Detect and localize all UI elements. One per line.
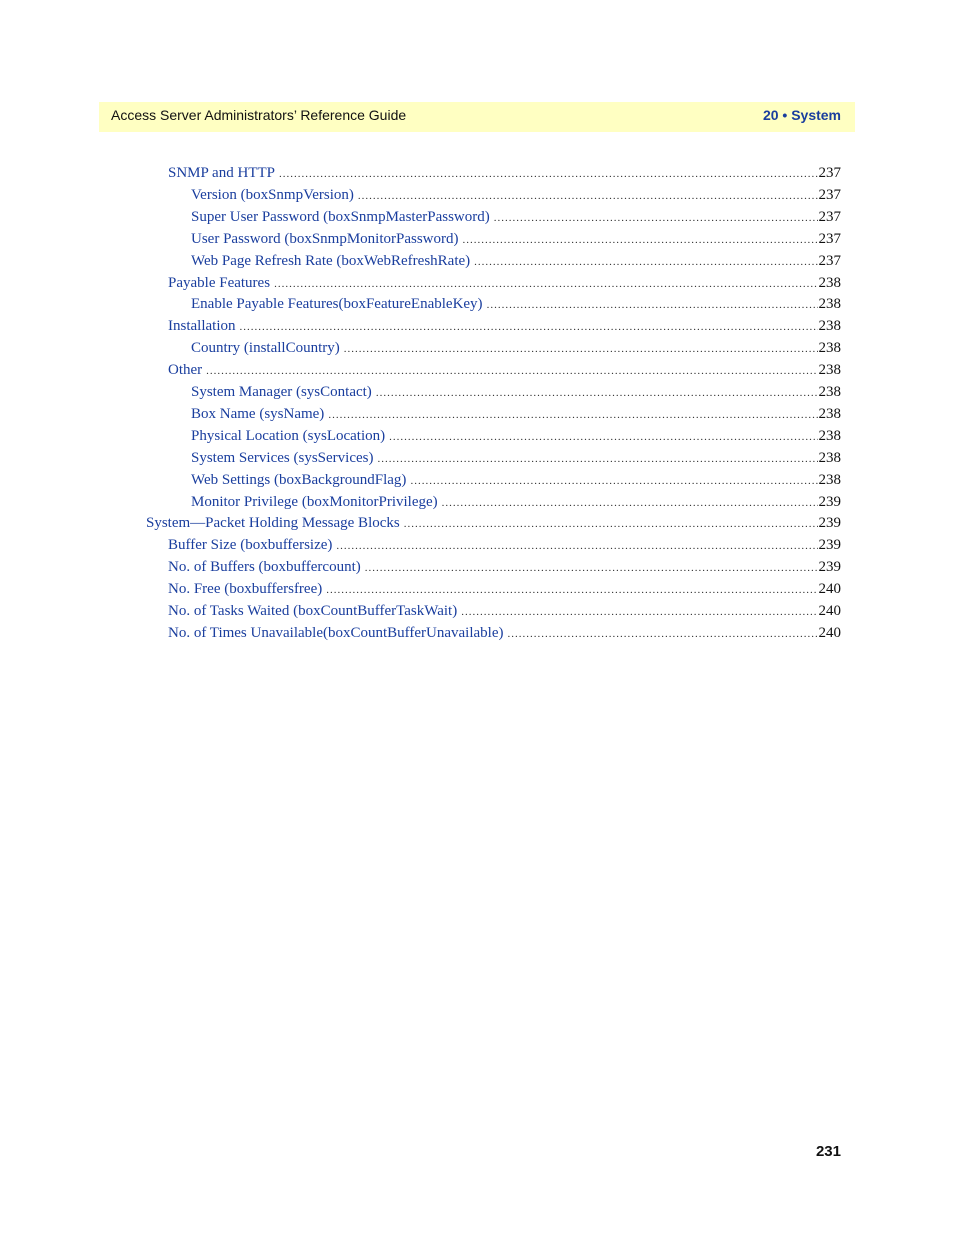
toc-entry[interactable] <box>168 315 841 337</box>
dot-leader <box>326 579 817 601</box>
toc-entry-page: 240 <box>818 581 841 598</box>
toc-entry-title: No. of Tasks Waited (boxCountBufferTaskWait) <box>168 603 458 619</box>
toc-entry[interactable] <box>191 184 841 206</box>
toc-entry-page: 238 <box>818 318 841 335</box>
dot-leader <box>206 360 817 382</box>
dot-leader <box>240 316 818 338</box>
toc-entry-page: 239 <box>818 493 841 510</box>
toc-entry-title: Other <box>168 362 203 379</box>
toc-entry-page: 239 <box>818 559 841 576</box>
toc-entry-title: No. of Times Unavailable(boxCountBufferUnavailable) <box>168 624 504 641</box>
toc-entry[interactable] <box>191 228 841 250</box>
dot-leader <box>494 207 818 229</box>
toc-entry[interactable] <box>191 447 841 469</box>
toc-entry-title: Monitor Privilege (boxMonitorPrivilege) <box>191 493 438 510</box>
toc-entry-title: Web Settings (boxBackgroundFlag) <box>191 471 407 488</box>
toc-entry[interactable] <box>168 534 841 556</box>
dot-leader <box>487 294 818 316</box>
toc-entry-page: 240 <box>818 603 841 619</box>
dot-leader <box>404 513 818 535</box>
dot-leader <box>508 623 818 645</box>
toc-entry-title: User Password (boxSnmpMonitorPassword) <box>191 230 459 247</box>
toc-entry[interactable] <box>168 556 841 578</box>
toc-entry-page: 237 <box>818 252 841 269</box>
toc-entry-page: 237 <box>818 208 841 225</box>
toc-entry[interactable] <box>168 162 841 184</box>
dot-leader <box>328 404 817 426</box>
toc-entry-title: Country (installCountry) <box>191 340 340 357</box>
toc-entry-page: 238 <box>818 362 841 379</box>
toc-entry-title: No. Free (boxbuffersfree) <box>168 581 323 598</box>
dot-leader <box>442 492 818 514</box>
toc-entry-page: 238 <box>818 384 841 400</box>
toc-entry-page: 238 <box>818 471 841 488</box>
toc-entry[interactable] <box>191 381 841 403</box>
toc-entry[interactable] <box>191 293 841 315</box>
dot-leader <box>376 382 818 404</box>
guide-title: Access Server Administrators’ Reference Guide <box>111 107 407 123</box>
toc-entry-title: Installation <box>168 318 236 335</box>
toc-entry[interactable] <box>191 425 841 447</box>
toc-entry-page: 240 <box>818 624 841 641</box>
toc-entry-title: No. of Buffers (boxbuffercount) <box>168 559 361 576</box>
running-header <box>99 102 855 132</box>
dot-leader <box>461 601 817 623</box>
toc-entry-title: Enable Payable Features(boxFeatureEnableKey) <box>191 296 483 313</box>
toc-entry[interactable] <box>191 337 841 359</box>
toc-entry-title: Payable Features <box>168 274 271 291</box>
toc-entry[interactable] <box>168 359 841 381</box>
dot-leader <box>344 338 818 360</box>
toc-entry-title: Web Page Refresh Rate (boxWebRefreshRate) <box>191 252 471 269</box>
dot-leader <box>410 470 817 492</box>
toc-entry-page: 237 <box>818 230 841 247</box>
toc-entry-title: Super User Password (boxSnmpMasterPassword) <box>191 208 490 225</box>
toc-entry[interactable] <box>168 600 841 622</box>
toc-entry-page: 237 <box>818 165 841 181</box>
toc-entry-title: System Manager (sysContact) <box>191 384 372 400</box>
toc-entry[interactable] <box>168 622 841 644</box>
dot-leader <box>463 229 818 251</box>
toc-entry-title: Box Name (sysName) <box>191 405 325 422</box>
chapter-title: 20 • System <box>762 107 841 123</box>
toc-entry-title: Physical Location (sysLocation) <box>191 427 386 444</box>
toc-entry-title: SNMP and HTTP <box>168 165 275 181</box>
toc-entry-page: 238 <box>818 427 841 444</box>
toc-entry[interactable] <box>168 578 841 600</box>
toc-entry-page: 238 <box>818 449 841 466</box>
toc-entry-page: 237 <box>818 186 841 203</box>
toc-entry-title: System—Packet Holding Message Blocks <box>146 515 400 532</box>
dot-leader <box>377 448 817 470</box>
dot-leader <box>358 185 818 207</box>
toc-entry-page: 238 <box>818 274 841 291</box>
toc-entry-page: 238 <box>818 340 841 357</box>
toc-entry[interactable] <box>191 250 841 272</box>
toc-entry[interactable] <box>191 206 841 228</box>
dot-leader <box>279 163 818 185</box>
toc-entry[interactable] <box>146 512 841 534</box>
toc-entry-page: 239 <box>818 537 841 554</box>
toc-entry-title: Buffer Size (boxbuffersize) <box>168 537 333 554</box>
toc-entry[interactable] <box>191 469 841 491</box>
dot-leader <box>274 273 817 295</box>
toc-entry-title: System Services (sysServices) <box>191 449 374 466</box>
dot-leader <box>474 251 817 273</box>
toc-entry[interactable] <box>168 272 841 294</box>
dot-leader <box>336 535 817 557</box>
dot-leader <box>365 557 818 579</box>
toc-entry[interactable] <box>191 403 841 425</box>
page-number: 231 <box>815 1143 841 1160</box>
dot-leader <box>389 426 817 448</box>
toc-entry-page: 239 <box>818 515 841 532</box>
toc-entry-title: Version (boxSnmpVersion) <box>191 186 354 203</box>
toc-entry-page: 238 <box>818 405 841 422</box>
toc-entry[interactable] <box>191 491 841 513</box>
toc-entry-page: 238 <box>818 296 841 313</box>
